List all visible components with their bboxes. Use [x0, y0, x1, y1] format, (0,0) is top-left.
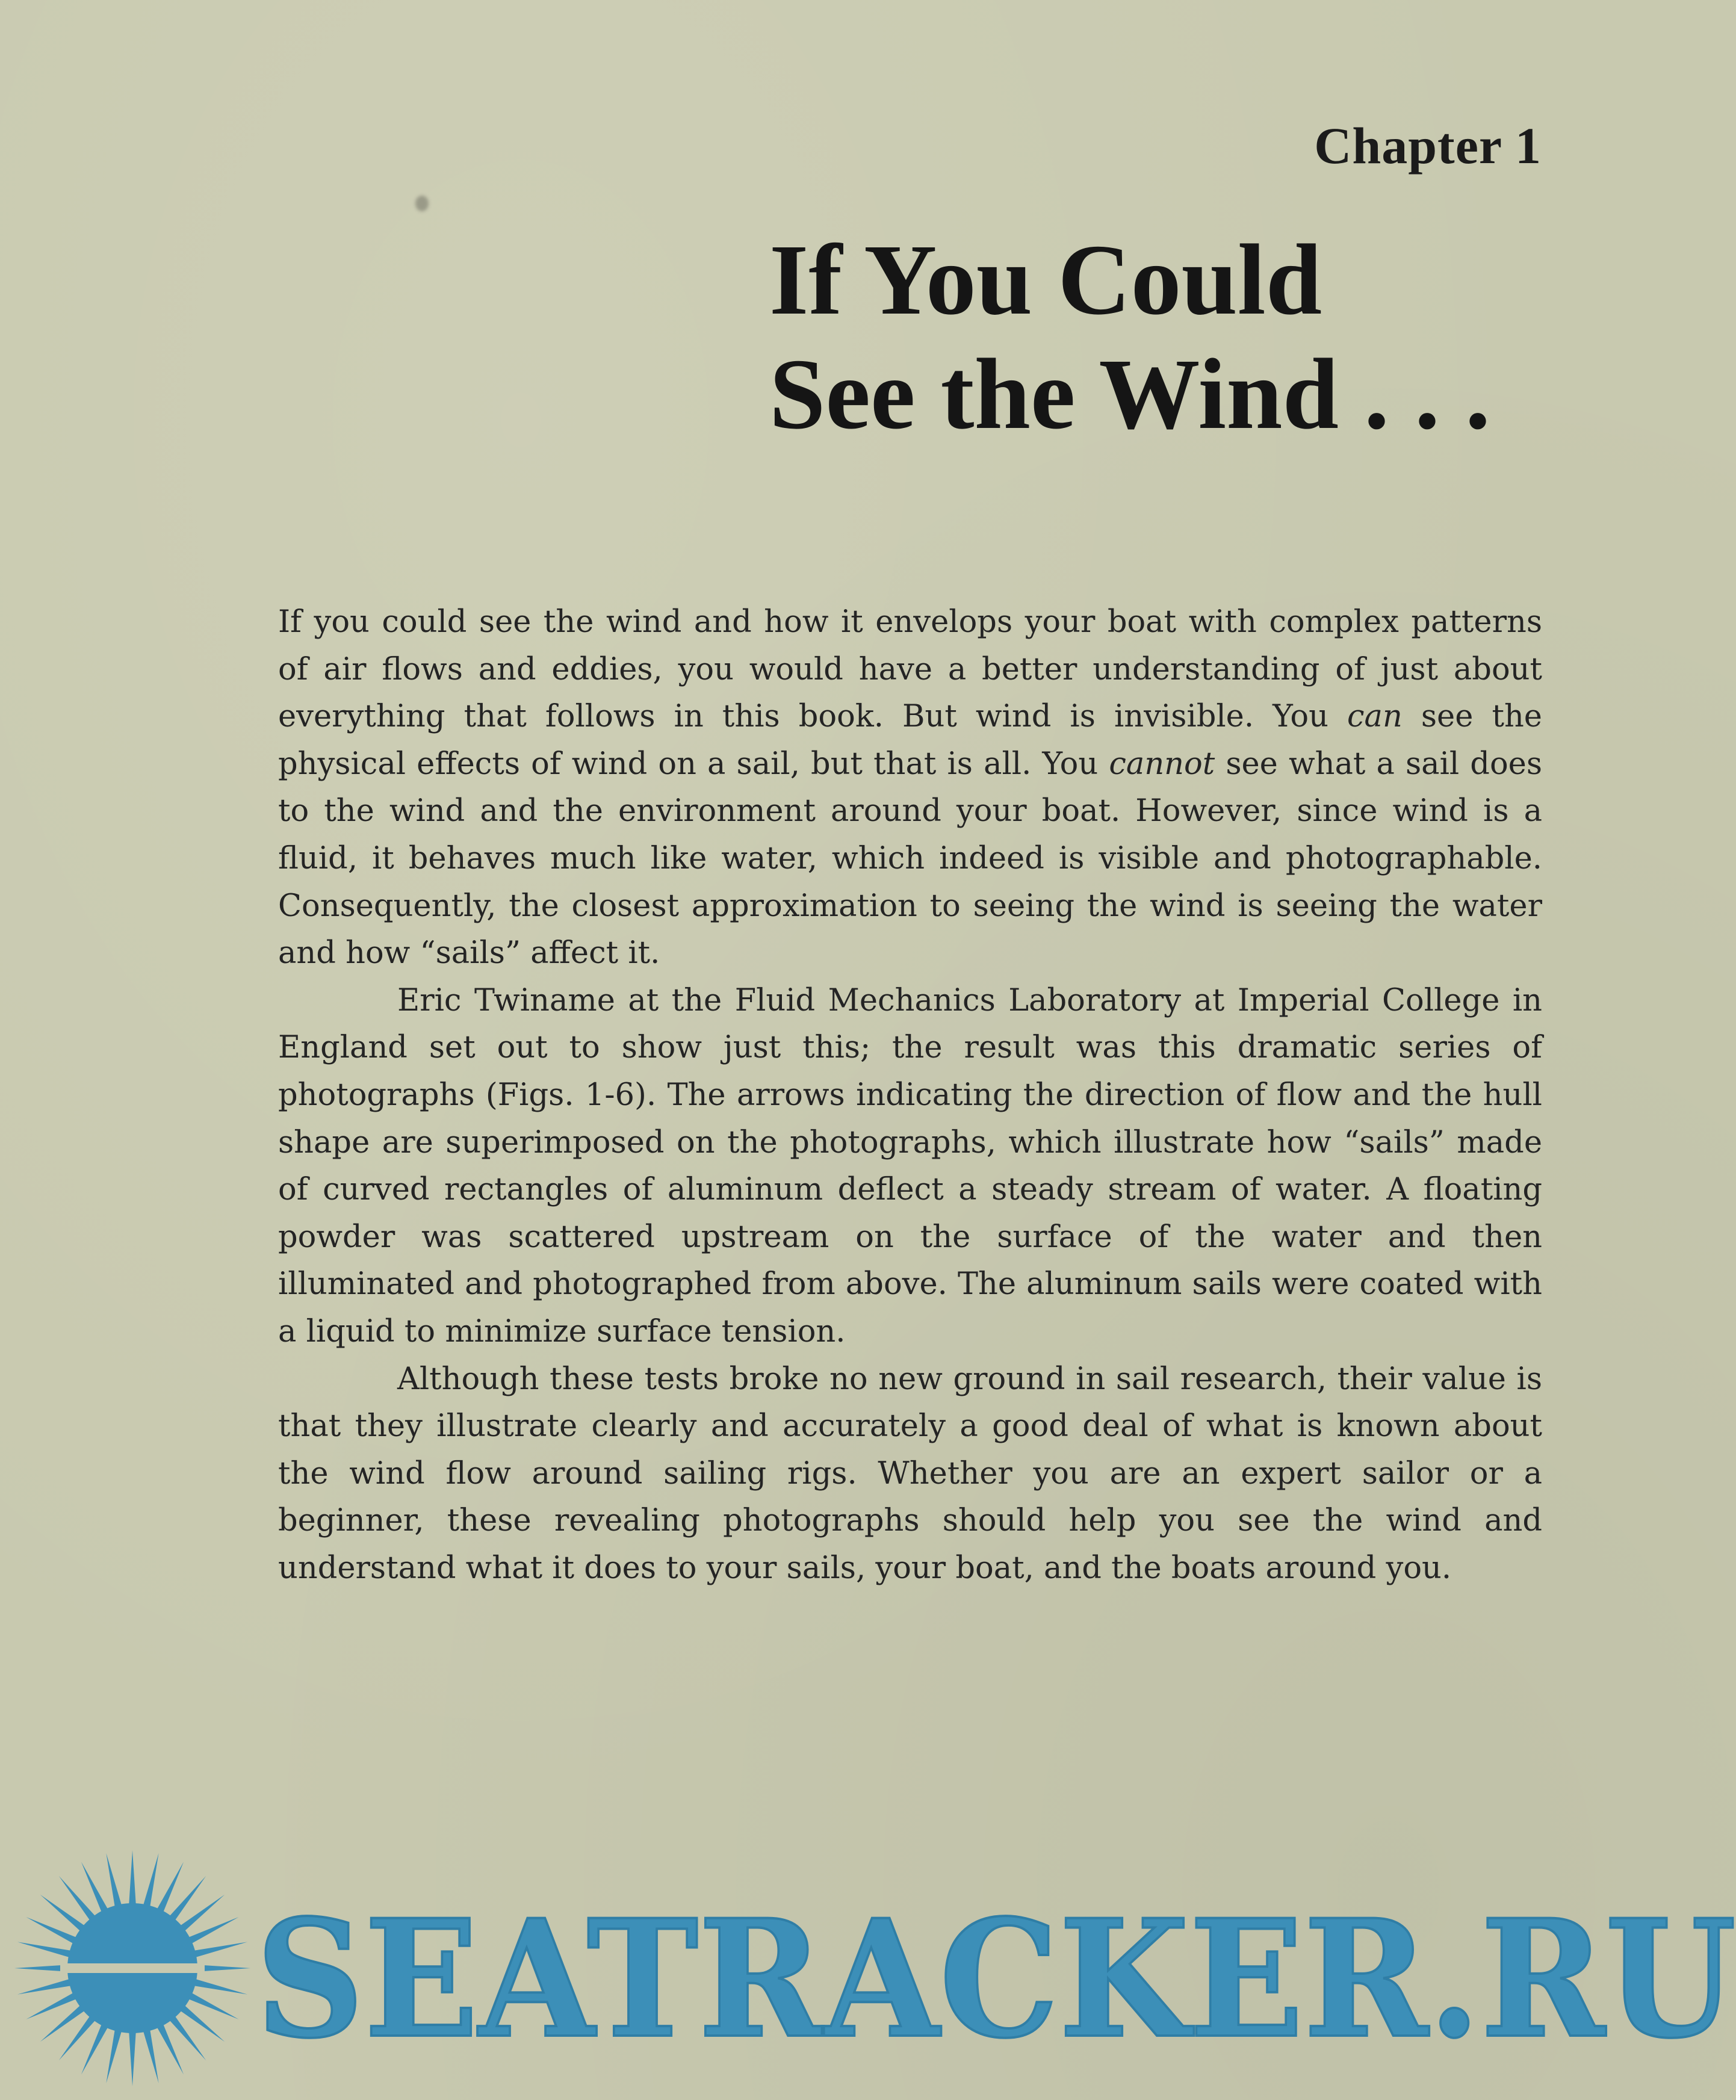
sun-ray — [142, 1853, 158, 1910]
paragraph-2: Eric Twiname at the Fluid Mechanics Laboratory at Imperial College in England set out to show just this; the result was this dramatic series of photographs (Figs. 1-6). The arrows indicating the direction of flow and the hull shape are superimposed on the photographs, which illustrate how “sails” made of curved rectangles of aluminum deflect a steady stream of water. A floating powder was scattered upstream on the surface of the water and then illuminated and photographed from above. The aluminum sails were coated with a liquid to minimize surface tension. — [278, 982, 1542, 1349]
watermark — [0, 1842, 1736, 2083]
paragraph-1-part-c: see what a sail does to the wind and the environment around your boat. However, since wind is a fluid, it behaves much like water, which indeed is visible and photographable. Consequently, the closest approximation to seeing the wind is seeing the water and how “sails” affect it. — [278, 746, 1543, 971]
sun-ray — [190, 1942, 247, 1958]
body-text — [278, 599, 1542, 1592]
chapter-title-line-1: If You Could — [769, 224, 1322, 336]
sun-ray — [142, 2026, 158, 2083]
chapter-label: Chapter 1 — [1314, 117, 1542, 175]
sun-ray — [129, 2028, 136, 2086]
paper-speck — [415, 196, 429, 211]
paragraph-3: Although these tests broke no new ground in sail research, their value is that they illustrate clearly and accurately a good deal of what is known about the wind flow around sailing rigs. Whether you are an expert sailor or a beginner, these revealing photographs should help you see the wind and understand what it does to your sails, your boat, and the boats around you. — [278, 1361, 1542, 1586]
sun-ray — [17, 1978, 75, 1994]
sun-ray — [17, 1942, 75, 1958]
chapter-title-line-2: See the Wind . . . — [769, 338, 1490, 450]
sun-ray — [106, 1853, 122, 1910]
emphasis-cannot: cannot — [1109, 746, 1215, 782]
sun-ray — [106, 2026, 122, 2083]
paragraph-1-part-b: see the physical effects of wind on a sail, but that is all. You — [278, 699, 1542, 782]
chapter-title — [769, 223, 1490, 451]
sun-ray — [129, 1850, 136, 1908]
paragraph-1-part-a: If you could see the wind and how it envelops your boat with complex patterns of air flows and eddies, you would have a better understanding of just about everything that follows in this book. But wind is invisible. You — [278, 604, 1542, 735]
paragraph-1 — [278, 599, 1542, 977]
watermark-text: SEATRACKER.RU — [256, 1885, 1736, 2074]
sun-icon — [12, 1848, 253, 2089]
emphasis-can: can — [1347, 699, 1403, 735]
sun-ray — [190, 1978, 247, 1994]
